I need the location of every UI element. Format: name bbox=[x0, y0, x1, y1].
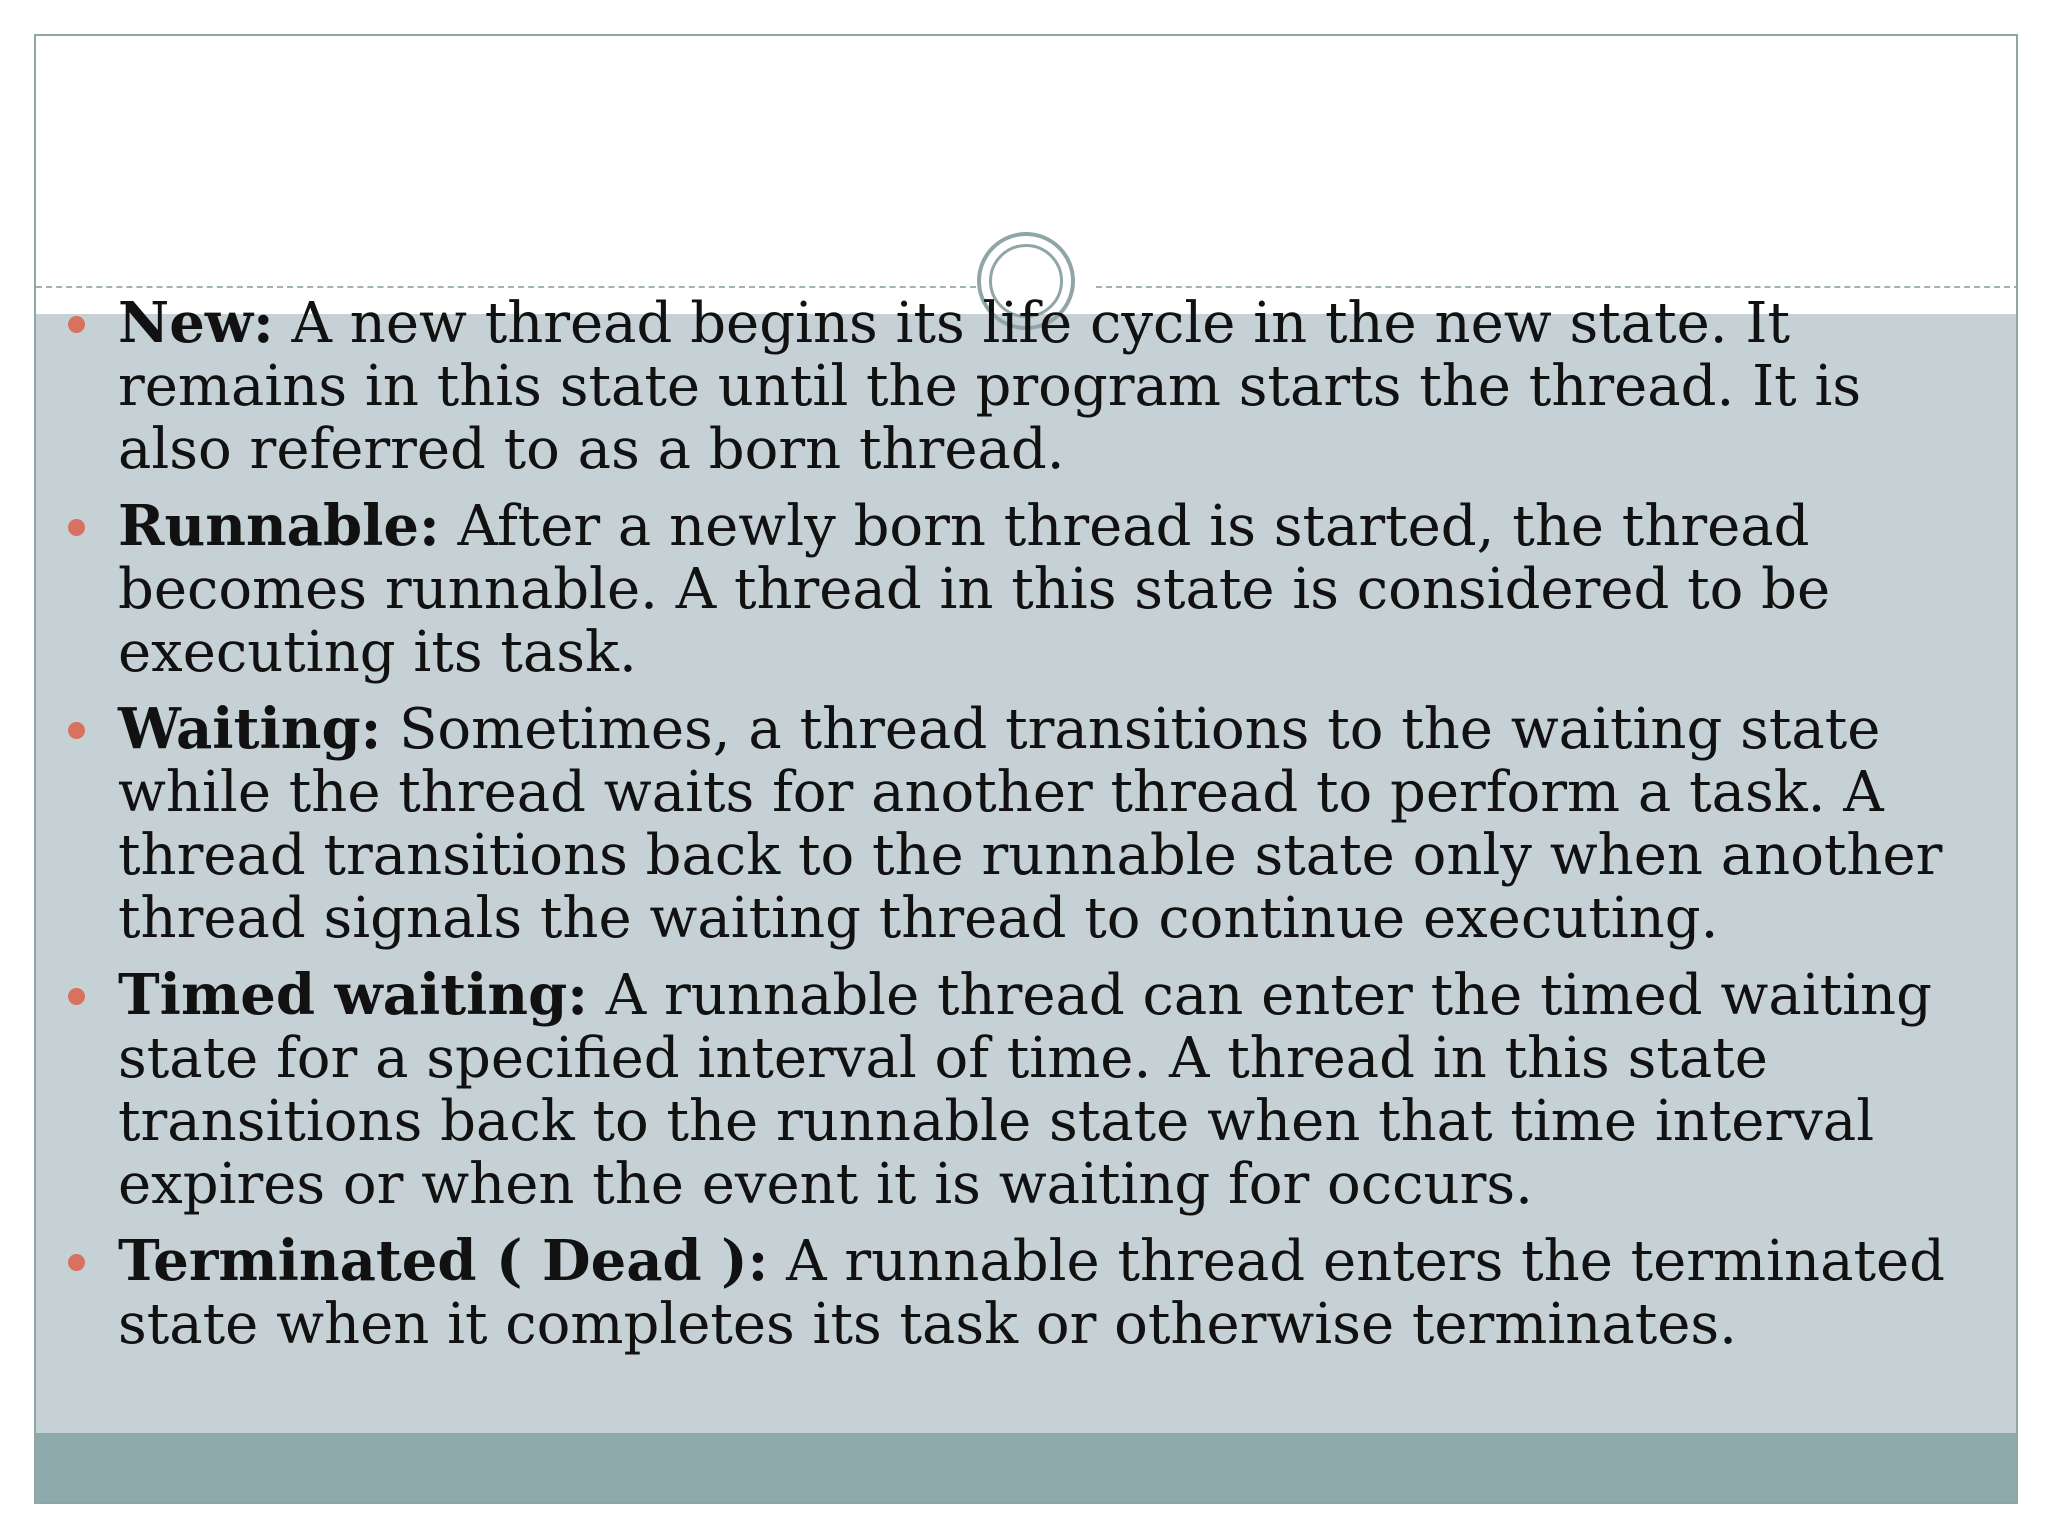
bullet-dot-icon bbox=[68, 316, 85, 333]
bullet-dot-icon bbox=[68, 988, 85, 1005]
slide bbox=[34, 34, 2018, 1504]
bullet-dot-icon bbox=[68, 722, 85, 739]
list-item-timed-waiting bbox=[36, 964, 2016, 1216]
bullet-dot-icon bbox=[68, 519, 85, 536]
list-item-runnable bbox=[36, 495, 2016, 684]
list-item-term: Timed waiting: bbox=[118, 962, 588, 1028]
list-item-term: Waiting: bbox=[118, 696, 382, 762]
list-item-text: After a newly born thread is started, the thread becomes runnable. A thread in this state is considered to be executing its task. bbox=[118, 494, 1831, 685]
list-item-term: Runnable: bbox=[118, 493, 440, 559]
slide-footer-band bbox=[36, 1433, 2016, 1504]
list-item-text: A new thread begins its life cycle in the new state. It remains in this state until the program starts the thread. It is also referred to as a born thread. bbox=[118, 291, 1862, 482]
list-item-terminated bbox=[36, 1230, 2016, 1356]
list-item-text: A runnable thread enters the terminated state when it completes its task or otherwise terminates. bbox=[118, 1229, 1945, 1357]
title-divider-right bbox=[1096, 286, 2018, 288]
list-item-text: A runnable thread can enter the timed waiting state for a specified interval of time. A thread in this state transitions back to the runnable state when that time interval expires or when the event it is waiting for occurs. bbox=[118, 963, 1932, 1217]
list-item-new bbox=[36, 292, 2016, 481]
thread-states-list bbox=[36, 292, 2016, 1370]
bullet-dot-icon bbox=[68, 1254, 85, 1271]
list-item-term: New: bbox=[118, 290, 274, 356]
list-item-term: Terminated ( Dead ): bbox=[118, 1228, 769, 1294]
list-item-waiting bbox=[36, 698, 2016, 950]
title-divider-left bbox=[36, 286, 976, 288]
list-item-text: Sometimes, a thread transitions to the waiting state while the thread waits for another thread to perform a task. A thread transitions back to the runnable state only when another thread signals the waiting thread to continue executing. bbox=[118, 697, 1943, 951]
